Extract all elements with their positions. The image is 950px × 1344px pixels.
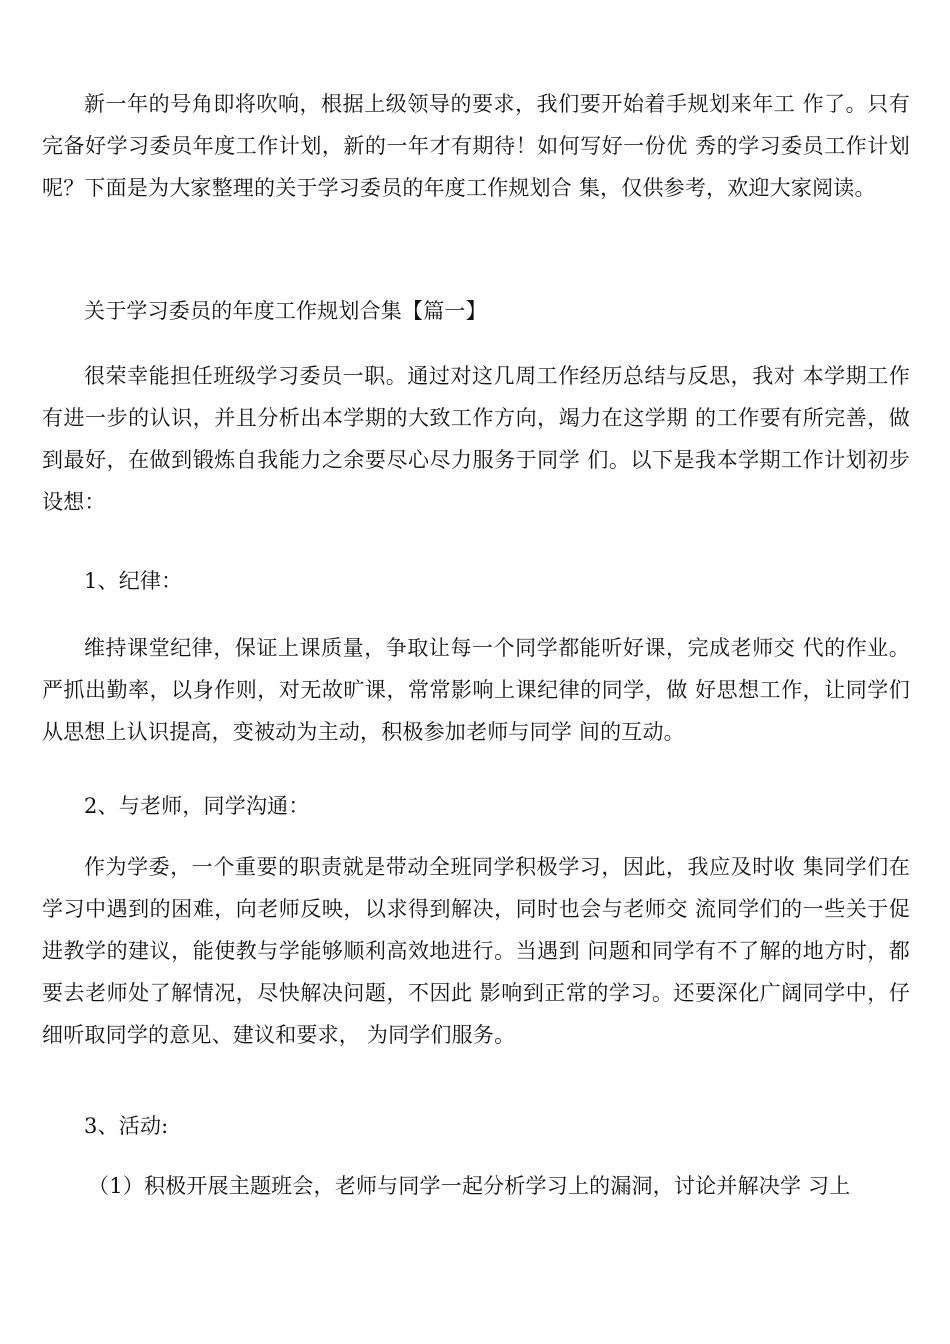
item-two-title: 2、与老师，同学沟通： [84, 794, 310, 818]
item-one-body: 维持课堂纪律，保证上课质量，争取让每一个同学都能听好课，完成老师交 代的作业。严抓出勤率，以身作则，对无故旷课，常常影响上课纪律的同学，做 好思想工作，让同学们从思想上认识提高，变被动为主动，积极参加老师与同学 间的互动。 [42, 636, 910, 744]
item-two-body: 作为学委，一个重要的职责就是带动全班同学积极学习，因此，我应及时收 集同学们在学习中遇到的困难，向老师反映，以求得到解决，同时也会与老师交 流同学们的一些关于促进教学的建议，能使教与学能够顺利高效地进行。当遇到 问题和同学有不了解的地方时，都要去老师处了解情况，尽快解决问题，不因此 影响到正常的学习。还要深化广阔同学中，仔细听取同学的意见、建议和要求， 为同学们服务。 [42, 855, 910, 1047]
section-title: 关于学习委员的年度工作规划合集【篇一】 [84, 299, 487, 323]
item-three-sub-one: （1）积极开展主题班会，老师与同学一起分析学习上的漏洞，讨论并解决学 习上 [88, 1174, 851, 1198]
item-one-title: 1、纪律： [84, 569, 183, 593]
item-three-title: 3、活动: [84, 1114, 169, 1138]
paragraph-one: 很荣幸能担任班级学习委员一职。通过对这几周工作经历总结与反思，我对 本学期工作有进一步的认识，并且分析出本学期的大致工作方向，竭力在这学期 的工作要有所完善，做到最好，在做到锻炼自我能力之余要尽心尽力服务于同学 们。以下是我本学期工作计划初步设想： [42, 364, 910, 514]
intro-paragraph: 新一年的号角即将吹响，根据上级领导的要求，我们要开始着手规划来年工 作了。只有完备好学习委员年度工作计划，新的一年才有期待！如何写好一份优 秀的学习委员工作计划呢？下面是为大家整理的关于学习委员的年度工作规划合 集，仅供参考，欢迎大家阅读。 [42, 92, 910, 200]
